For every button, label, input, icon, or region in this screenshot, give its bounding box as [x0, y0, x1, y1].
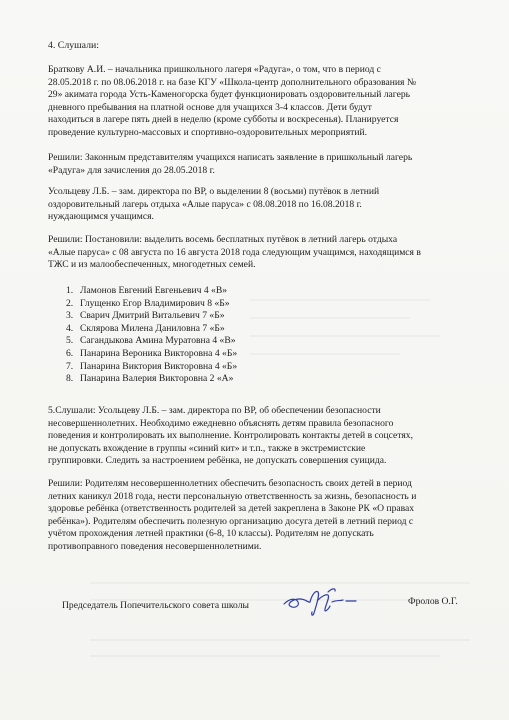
signature-block: [62, 596, 472, 626]
list-item: [66, 298, 237, 311]
text-line: противоправного поведения несовершеннолетними.: [48, 540, 262, 552]
list-item-number: 3.: [66, 310, 74, 322]
list-item-number: 5.: [66, 335, 74, 347]
list-item-text: Панарина Виктория Викторовна 4 «Б»: [80, 360, 238, 372]
list-item-text: Глущенко Егор Владимирович 8 «Б»: [80, 297, 230, 309]
text-line: Усольцеву Л.Б. – зам. директора по ВР, о выделении 8 (восьми) путёвок в летний: [48, 186, 380, 197]
list-item: [66, 335, 237, 348]
text-line: здоровье ребёнка (ответственность родителей за детей закреплена в Законе РК «О правах: [48, 503, 415, 515]
list-item-text: Сагандыкова Амина Муратовна 4 «В»: [80, 335, 236, 347]
list-item: [66, 310, 237, 323]
signature-label: Председатель Попечительского совета школы: [62, 600, 249, 611]
students-list: [66, 285, 237, 386]
list-item: [66, 323, 237, 336]
text-line: Браткову А.И. – начальника пришкольного лагеря «Радуга», о том, что в период с: [48, 64, 381, 75]
section-4-heading: 4. Слушали:: [48, 40, 99, 51]
list-item-text: Панарина Вероника Викторовна 4 «Б»: [80, 347, 238, 359]
list-item: [66, 373, 237, 386]
list-item-text: Панарина Валерия Викторовна 2 «А»: [80, 373, 234, 385]
text-line: оздоровительный лагерь отдыха «Алые паруса» с 08.08.2018 по 16.08.2018 г.: [48, 198, 362, 210]
list-item: [66, 285, 237, 298]
text-line: учётом прохождения летней практики (6-8, 10 классы). Родителям не допускать: [48, 528, 374, 540]
list-item-text: Сварич Дмитрий Витальевич 7 «Б»: [80, 310, 225, 322]
text-line: ТЖС и из малообеспеченных, многодетных семей.: [48, 259, 256, 271]
list-item-number: 6.: [66, 347, 74, 359]
list-item-number: 2.: [66, 297, 74, 309]
list-item-number: 4.: [66, 322, 74, 334]
text-line: летних каникул 2018 года, нести персональную ответственность за жизнь, безопасность и: [48, 490, 417, 502]
list-item: [66, 348, 237, 361]
text-line: Решили: Постановили: выделить восемь бесплатных путёвок в летний лагерь отдыха: [48, 234, 398, 245]
list-item-number: 8.: [66, 373, 74, 385]
text-line: Решили: Родителям несовершеннолетних обеспечить безопасность своих детей в период: [48, 478, 412, 489]
text-line: 5.Слушали: Усольцеву Л.Б. – зам. директора по ВР, об обеспечении безопасности: [48, 405, 381, 416]
paragraph-safety-hearing: [48, 405, 480, 468]
paragraph-safety-decision: [48, 478, 480, 554]
list-item-text: Ламонов Евгений Евгеньевич 4 «В»: [80, 285, 228, 296]
text-line: 29» акимата города Усть-Каменогорска будет функционировать оздоровительный лагерь: [48, 89, 411, 101]
text-line: находиться в лагере пять дней в неделю (кроме субботы и воскресенья). Планируется: [48, 114, 399, 126]
paragraph-usoltseva-vouchers: [48, 186, 480, 224]
list-item-number: 1.: [66, 285, 74, 296]
text-line: «Алые паруса» с 08 августа по 16 августа 2018 года следующим учащимся, находящимся в: [48, 246, 421, 258]
text-line: «Радуга» для зачисления до 28.05.2018 г.: [48, 164, 215, 176]
paragraph-decision-vouchers: [48, 234, 480, 272]
text-line: несовершеннолетних. Необходимо ежедневно объяснять детям правила безопасного: [48, 417, 394, 429]
paragraph-bratkova: [48, 64, 480, 140]
signatory-name: Фролов О.Г.: [408, 596, 458, 607]
list-item-number: 7.: [66, 360, 74, 372]
text-line: группировки. Следить за настроением ребёнка, не допускать совершения суицида.: [48, 455, 387, 467]
text-line: 28.05.2018 г. по 08.06.2018 г. на базе КГУ «Школа-центр дополнительного образования №: [48, 76, 417, 88]
text-line: нуждающимся учащимся.: [48, 211, 154, 223]
text-line: дневного пребывания на платной основе для учащихся 3-4 классов. Дети будут: [48, 101, 372, 113]
text-line: не допускать вхождение в группы «синий кит» и т.п., также в экстремистские: [48, 442, 366, 454]
paragraph-decision-raduga: [48, 152, 480, 177]
text-line: ребёнка»). Родителям обеспечить полезную организацию досуга детей в летний период с: [48, 515, 414, 527]
list-item-text: Склярова Милена Даниловна 7 «Б»: [80, 322, 225, 334]
text-line: поведения и контролировать их выполнение. Контролировать контакты детей в соцсетях,: [48, 430, 413, 442]
text-line: Решили: Законным представителям учащихся написать заявление в пришкольный лагерь: [48, 152, 413, 163]
list-item: [66, 361, 237, 374]
text-line: проведение культурно-массовых и спортивно-оздоровительных мероприятий.: [48, 126, 368, 138]
handwritten-signature: [280, 582, 360, 618]
